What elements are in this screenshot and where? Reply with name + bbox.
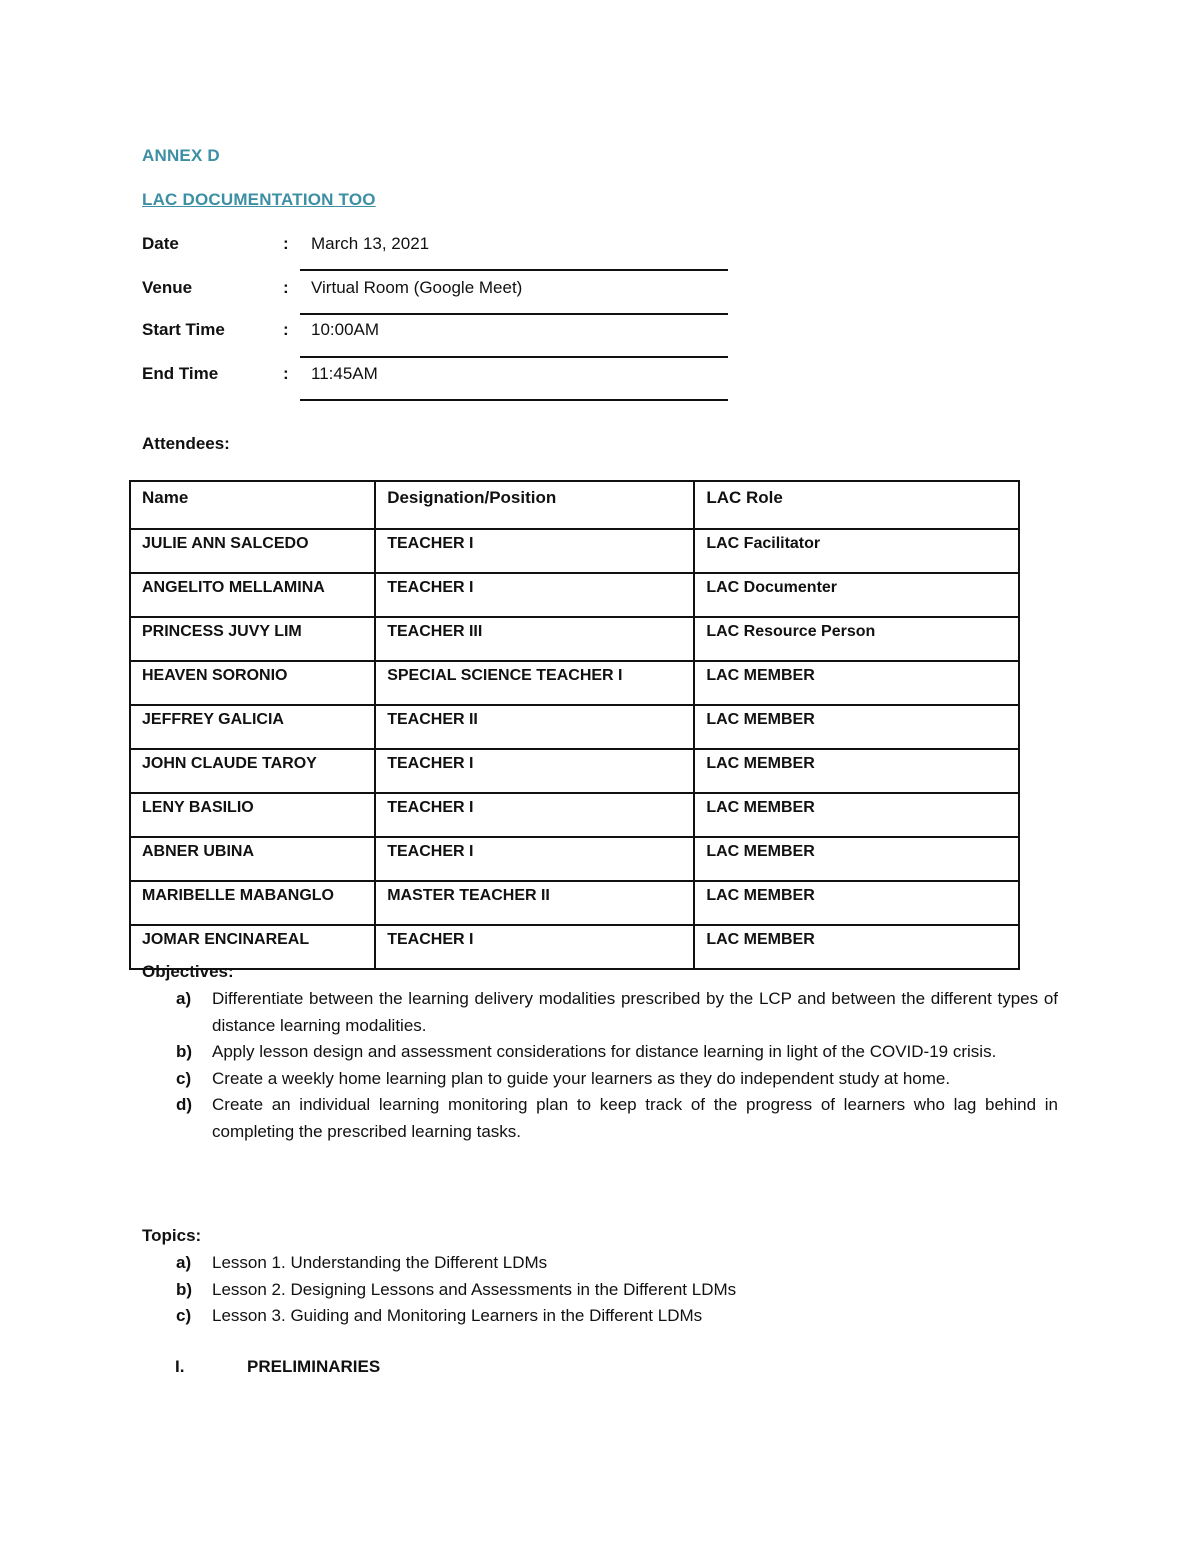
end-time-label: End Time [142, 364, 219, 383]
venue-colon: : [283, 278, 289, 297]
topics-list [142, 1250, 1058, 1330]
start-time-colon: : [283, 320, 289, 339]
list-marker: b) [176, 1279, 193, 1299]
attendee-designation: TEACHER III [375, 617, 694, 661]
attendee-role: LAC MEMBER [694, 749, 1019, 793]
venue-value: Virtual Room (Google Meet) [311, 278, 523, 297]
attendees-heading: Attendees: [142, 434, 230, 453]
venue-label: Venue [142, 278, 193, 297]
start-time-underline [300, 356, 728, 358]
attendee-designation: MASTER TEACHER II [375, 881, 694, 925]
topic-text: Lesson 2. Designing Lessons and Assessments in the Different LDMs [212, 1279, 737, 1299]
table-row [130, 661, 1019, 705]
objectives-list [142, 986, 1058, 1145]
list-marker: d) [176, 1095, 193, 1114]
start-time-label: Start Time [142, 320, 225, 339]
topic-text: Lesson 3. Guiding and Monitoring Learners in the Different LDMs [212, 1306, 703, 1325]
attendee-name: LENY BASILIO [130, 793, 375, 837]
attendee-role: LAC Facilitator [694, 529, 1019, 573]
list-marker: c) [176, 1068, 192, 1088]
date-value: March 13, 2021 [311, 234, 430, 253]
objectives-heading: Objectives: [142, 962, 234, 981]
attendee-name: PRINCESS JUVY LIM [130, 617, 375, 661]
list-item [142, 1250, 1058, 1277]
attendee-role: LAC MEMBER [694, 793, 1019, 837]
annex-label: ANNEX D [142, 146, 220, 165]
attendee-designation: TEACHER I [375, 793, 694, 837]
list-marker: a) [176, 1253, 192, 1272]
section-number: I. [175, 1357, 185, 1376]
table-row [130, 793, 1019, 837]
table-row [130, 925, 1019, 969]
list-item [142, 986, 1058, 1039]
date-colon: : [283, 234, 289, 253]
header-lac-role: LAC Role [694, 481, 1019, 529]
table-row [130, 617, 1019, 661]
section-title: PRELIMINARIES [247, 1357, 381, 1376]
attendee-name: ABNER UBINA [130, 837, 375, 881]
attendee-name: ANGELITO MELLAMINA [130, 573, 375, 617]
table-row [130, 705, 1019, 749]
table-row [130, 749, 1019, 793]
attendee-role: LAC MEMBER [694, 925, 1019, 969]
attendee-designation: TEACHER I [375, 749, 694, 793]
header-designation: Designation/Position [375, 481, 694, 529]
date-underline [300, 269, 728, 271]
objective-text: Apply lesson design and assessment considerations for distance learning in light of the COVID-19 crisis. [212, 1042, 997, 1061]
start-time-row [142, 320, 732, 350]
list-marker: a) [176, 989, 192, 1008]
attendee-name: JEFFREY GALICIA [130, 705, 375, 749]
attendee-designation: TEACHER I [375, 573, 694, 617]
header-name: Name [130, 481, 375, 529]
attendees-table [129, 480, 1020, 970]
attendee-name: JULIE ANN SALCEDO [130, 529, 375, 573]
list-item [142, 1039, 1058, 1066]
start-time-value: 10:00AM [311, 320, 380, 339]
list-item [142, 1303, 1058, 1330]
objective-text: Create an individual learning monitoring plan to keep track of the progress of learners who lag behind in completing the prescribed learning tasks. [212, 1095, 1058, 1141]
end-time-colon: : [283, 364, 289, 383]
end-time-row [142, 364, 732, 394]
attendee-role: LAC MEMBER [694, 837, 1019, 881]
topics-heading: Topics: [142, 1226, 202, 1245]
objective-text: Create a weekly home learning plan to guide your learners as they do independent study at home. [212, 1068, 951, 1088]
section-heading [175, 1357, 380, 1377]
date-label: Date [142, 234, 179, 253]
attendee-designation: TEACHER II [375, 705, 694, 749]
list-item [142, 1066, 1058, 1093]
date-row [142, 234, 732, 264]
list-item [142, 1092, 1058, 1145]
attendee-role: LAC MEMBER [694, 881, 1019, 925]
table-row [130, 837, 1019, 881]
venue-underline [300, 313, 728, 315]
attendee-name: HEAVEN SORONIO [130, 661, 375, 705]
attendee-name: JOHN CLAUDE TAROY [130, 749, 375, 793]
table-row [130, 881, 1019, 925]
document-title: LAC DOCUMENTATION TOO [142, 190, 376, 209]
list-marker: c) [176, 1306, 192, 1325]
table-header-row [130, 481, 1019, 529]
table-row [130, 529, 1019, 573]
attendee-role: LAC Documenter [694, 573, 1019, 617]
table-row [130, 573, 1019, 617]
attendee-role: LAC Resource Person [694, 617, 1019, 661]
objective-text: Differentiate between the learning delivery modalities prescribed by the LCP and between the different types of distance learning modalities. [212, 989, 1058, 1035]
attendee-name: MARIBELLE MABANGLO [130, 881, 375, 925]
attendee-name: JOMAR ENCINAREAL [130, 925, 375, 969]
attendee-role: LAC MEMBER [694, 705, 1019, 749]
end-time-value: 11:45AM [311, 364, 378, 383]
attendee-designation: TEACHER I [375, 529, 694, 573]
venue-row [142, 278, 732, 308]
attendee-designation: TEACHER I [375, 837, 694, 881]
topic-text: Lesson 1. Understanding the Different LDMs [212, 1253, 548, 1272]
end-time-underline [300, 399, 728, 401]
list-marker: b) [176, 1042, 193, 1061]
attendee-role: LAC MEMBER [694, 661, 1019, 705]
list-item [142, 1277, 1058, 1304]
attendee-designation: SPECIAL SCIENCE TEACHER I [375, 661, 694, 705]
attendee-designation: TEACHER I [375, 925, 694, 969]
